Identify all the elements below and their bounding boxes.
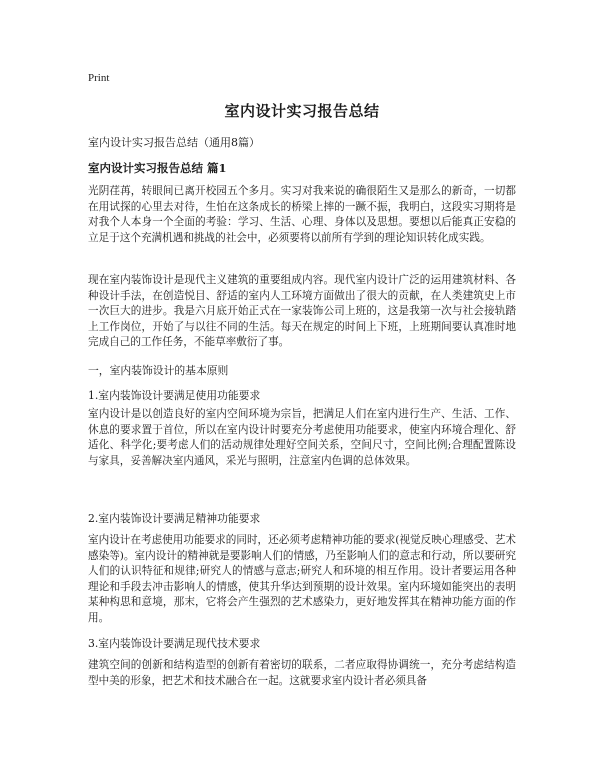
paragraph-modern-design: 现在室内装饰设计是现代主义建筑的重要组成内容。现代室内设计广泛的运用建筑材料、各种设计手法，在创造悦目、舒适的室内人工环境方面做出了很大的贡献，在人类建筑史上市一次巨大的进步。我是六月底开始正式在一家装饰公司上班的，这是我第一次与社会接轨踏上工作岗位，开始了与以往不同的生活。每天在规定的时间上下班，上班期间要认真准时地完成自己的工作任务，不能草率敷衍了事。 xyxy=(88,274,516,348)
heading-technical-requirements: 3.室内装饰设计要满足现代技术要求 xyxy=(88,637,261,650)
paragraph-intro: 光阴荏苒，转眼间已离开校园五个多月。实习对我来说的确很陌生又是那么的新奇，一切都在用试探的心里去对待，生怕在这条成长的桥梁上摔的一蹶不振，我明白，这段实习期将是对我个人本身一个全面的考验：学习、生活、心理、身体以及思想。要想以后能真正安稳的立足于这个充满机遇和挑战的社会中，必须要将以前所有学到的理论知识转化成实践。 xyxy=(88,185,516,244)
paragraph-spiritual: 室内设计在考虑使用功能要求的同时，还必须考虑精神功能的要求(视觉反映心理感受、艺术感染等)。室内设计的精神就是要影响人们的情感，乃至影响人们的意志和行动，所以要研究人们的认识特征和规律;研究人的情感与意志;研究人和环境的相互作用。设计者要运用各种理论和手段去冲击影响人的情感，使其升华达到预期的设计效果。室内环境如能突出的表明某种构思和意境，那末，它将会产生强烈的艺术感染力，更好地发挥其在精神功能方面的作用。 xyxy=(88,534,516,624)
heading-basic-principles: 一，室内装饰设计的基本原则 xyxy=(88,364,229,377)
heading-spiritual-requirements: 2.室内装饰设计要满足精神功能要求 xyxy=(88,512,261,525)
section-heading: 室内设计实习报告总结 篇1 xyxy=(88,161,227,175)
heading-functional-requirements: 1.室内装饰设计要满足使用功能要求 xyxy=(88,389,261,402)
paragraph-technical: 建筑空间的创新和结构造型的创新有着密切的联系，二者应取得协调统一，充分考虑结构造型中美的形象，把艺术和技术融合在一起。这就要求室内设计者必须具备 xyxy=(88,659,516,687)
paragraph-functional: 室内设计是以创造良好的室内空间环境为宗旨，把满足人们在室内进行生产、生活、工作、休息的要求置于首位，所以在室内设计时要充分考虑使用功能要求，使室内环境合理化、舒适化、科学化;要考虑人们的活动规律处理好空间关系，空间尺寸，空间比例;合理配置陈设与家具，妥善解决室内通风，采光与照明，注意室内色调的总体效果。 xyxy=(88,408,516,467)
document-subtitle: 室内设计实习报告总结（通用8篇） xyxy=(88,136,260,149)
print-link[interactable]: Print xyxy=(88,72,110,84)
page-title: 室内设计实习报告总结 xyxy=(224,102,380,120)
